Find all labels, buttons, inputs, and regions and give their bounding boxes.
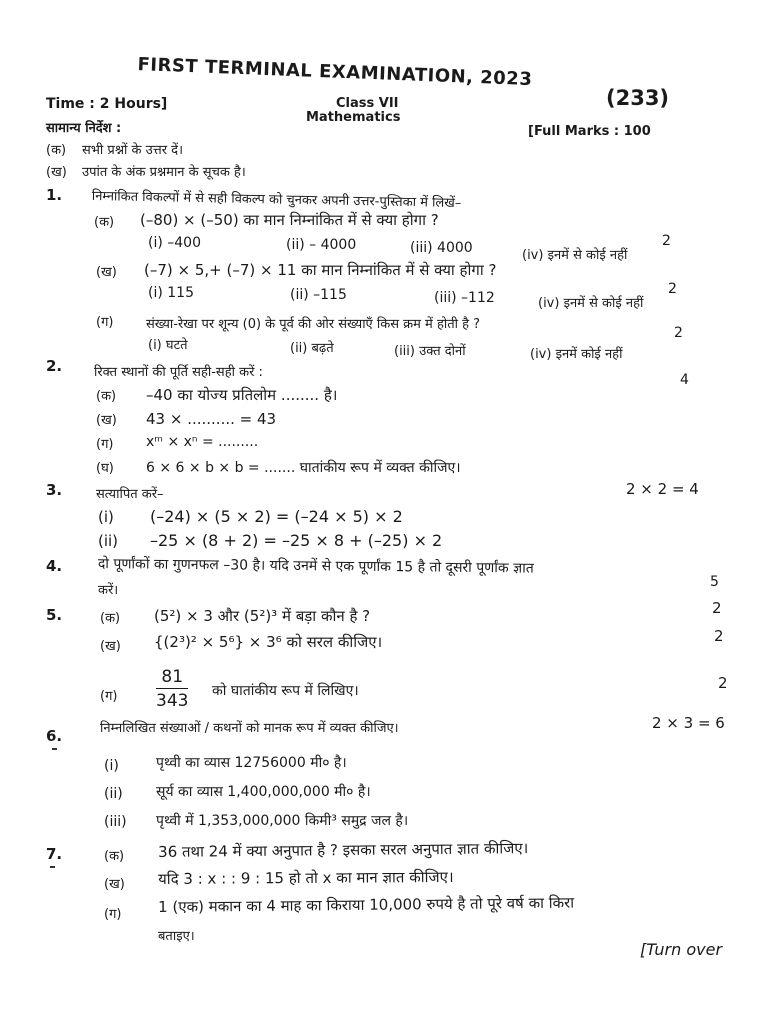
marks: 4 [680,372,689,388]
exam-title: FIRST TERMINAL EXAMINATION, 2023 [137,54,533,91]
instruction-text: उपांत के अंक प्रश्नमान के सूचक है। [82,165,246,180]
part-text: 1 (एक) मकान का 4 माह का किराया 10,000 रुपये है तो पूरे वर्ष का किरा [158,893,575,916]
question-text: निम्नांकित विकल्पों में से सही विकल्प को चुनकर अपनी उत्तर-पुस्तिका में लिखें– [91,188,462,212]
marks: 2 × 3 = 6 [652,714,725,732]
part-marker: (ख) [100,639,121,654]
option: (iii) 4000 [410,240,473,256]
part-text: सूर्य का व्यास 1,400,000,000 मी० है। [156,784,371,800]
part-text: संख्या-रेखा पर शून्य (0) के पूर्व की ओर संख्याएँ किस क्रम में होती है ? [146,317,481,332]
marks: 2 [718,674,728,692]
part-text: (5²) × 3 और (5²)³ में बड़ा कौन है ? [154,607,371,625]
full-marks-label: [Full Marks : 100 [528,124,651,139]
time-label: Time : 2 Hours] [46,96,168,112]
part-marker: (ग) [104,907,122,922]
question-number: 5. [46,606,63,624]
question-text: सत्यापित करें– [96,487,164,502]
part-text: (–24) × (5 × 2) = (–24 × 5) × 2 [150,507,403,526]
part-text: –40 का योज्य प्रतिलोम ........ है। [146,386,338,404]
class-label: Class VII [336,96,399,111]
part-marker: (क) [96,389,117,404]
part-marker: (ग) [96,437,114,452]
pen-mark [50,866,55,868]
part-text: (–7) × 5,+ (–7) × 11 का मान निम्नांकित में से क्या होगा ? [144,261,497,279]
part-marker: (ग) [100,689,118,704]
question-text: निम्नलिखित संख्याओं / कथनों को मानक रूप में व्यक्त कीजिए। [100,721,399,736]
pen-mark [52,748,57,750]
marks: 2 × 2 = 4 [626,480,699,498]
marks: 2 [674,325,683,341]
instruction-text: सभी प्रश्नों के उत्तर दें। [82,143,184,158]
part-marker: (घ) [96,461,114,476]
part-marker: (i) [98,508,114,526]
paper-code: (233) [606,86,670,110]
part-marker: (ii) [98,532,119,550]
part-marker: (i) [104,758,119,774]
option: (iii) उक्त दोनों [394,344,466,359]
part-marker: (क) [100,611,121,626]
part-text: (–80) × (–50) का मान निम्नांकित में से क्या होगा ? [140,211,439,229]
option: (ii) – 4000 [286,237,357,253]
option: (i) 115 [148,285,194,301]
part-text: {(2³)² × 5⁶} × 3⁶ को सरल कीजिए। [154,633,383,651]
question-number: 1. [46,186,63,204]
marks: 2 [668,281,677,297]
instructions-heading: सामान्य निर्देश : [46,121,122,136]
part-marker: (ii) [104,786,123,802]
part-marker: (ख) [96,265,117,280]
option: (iv) इनमें कोई नहीं [530,347,623,362]
turn-over-label: [Turn over [640,940,723,959]
part-marker: (ख) [96,413,117,428]
option: (ii) बढ़ते [290,341,334,356]
option: (iv) इनमें से कोई नहीं [522,248,628,263]
marks: 2 [714,627,724,645]
part-text: पृथ्वी में 1,353,000,000 किमी³ समुद्र जल है। [156,813,409,829]
part-text: 43 × .......... = 43 [146,410,277,428]
option: (i) –400 [148,235,201,251]
part-text: यदि 3 : x : : 9 : 15 हो तो x का मान ज्ञात कीजिए। [158,867,454,888]
question-text-continued: करें। [98,583,119,598]
question-text: रिक्त स्थानों की पूर्ति सही-सही करें : [94,365,263,380]
marks: 5 [710,574,719,590]
part-marker: (iii) [104,814,127,830]
option: (ii) –115 [290,287,347,303]
question-number: 4. [46,557,63,575]
marks: 2 [712,599,722,617]
question-text: दो पूर्णांकों का गुणनफल –30 है। यदि उनमें से एक पूर्णांक 15 है तो दूसरी पूर्णांक ज्ञात [97,555,534,577]
option: (iv) इनमें से कोई नहीं [538,296,644,311]
fraction-denominator: 343 [156,691,189,711]
part-text: 6 × 6 × b × b = ....... घातांकीय रूप में व्यक्त कीजिए। [146,460,461,476]
part-marker: (ग) [96,315,114,330]
instruction-marker: (क) [46,143,67,158]
question-number: 7. [46,845,63,863]
part-text: पृथ्वी का व्यास 12756000 मी० है। [156,755,347,771]
part-marker: (क) [94,215,115,230]
part-marker: (ख) [104,877,125,892]
subject-label: Mathematics [306,110,401,125]
fraction [156,667,188,711]
part-text-continued: बताइए। [158,929,195,944]
option: (iii) –112 [434,290,495,306]
part-marker: (क) [104,849,125,864]
fraction-numerator: 81 [156,667,188,689]
part-text: –25 × (8 + 2) = –25 × 8 + (–25) × 2 [150,531,443,550]
part-text: को घातांकीय रूप में लिखिए। [212,683,359,699]
question-number: 3. [46,481,63,499]
question-number: 6. [46,727,63,745]
option: (i) घटते [148,338,188,353]
part-text: 36 तथा 24 में क्या अनुपात है ? इसका सरल अनुपात ज्ञात कीजिए। [158,839,529,861]
question-number: 2. [46,357,63,375]
instruction-marker: (ख) [46,165,67,180]
marks: 2 [662,233,671,249]
part-text: xᵐ × xⁿ = ......... [146,434,259,450]
